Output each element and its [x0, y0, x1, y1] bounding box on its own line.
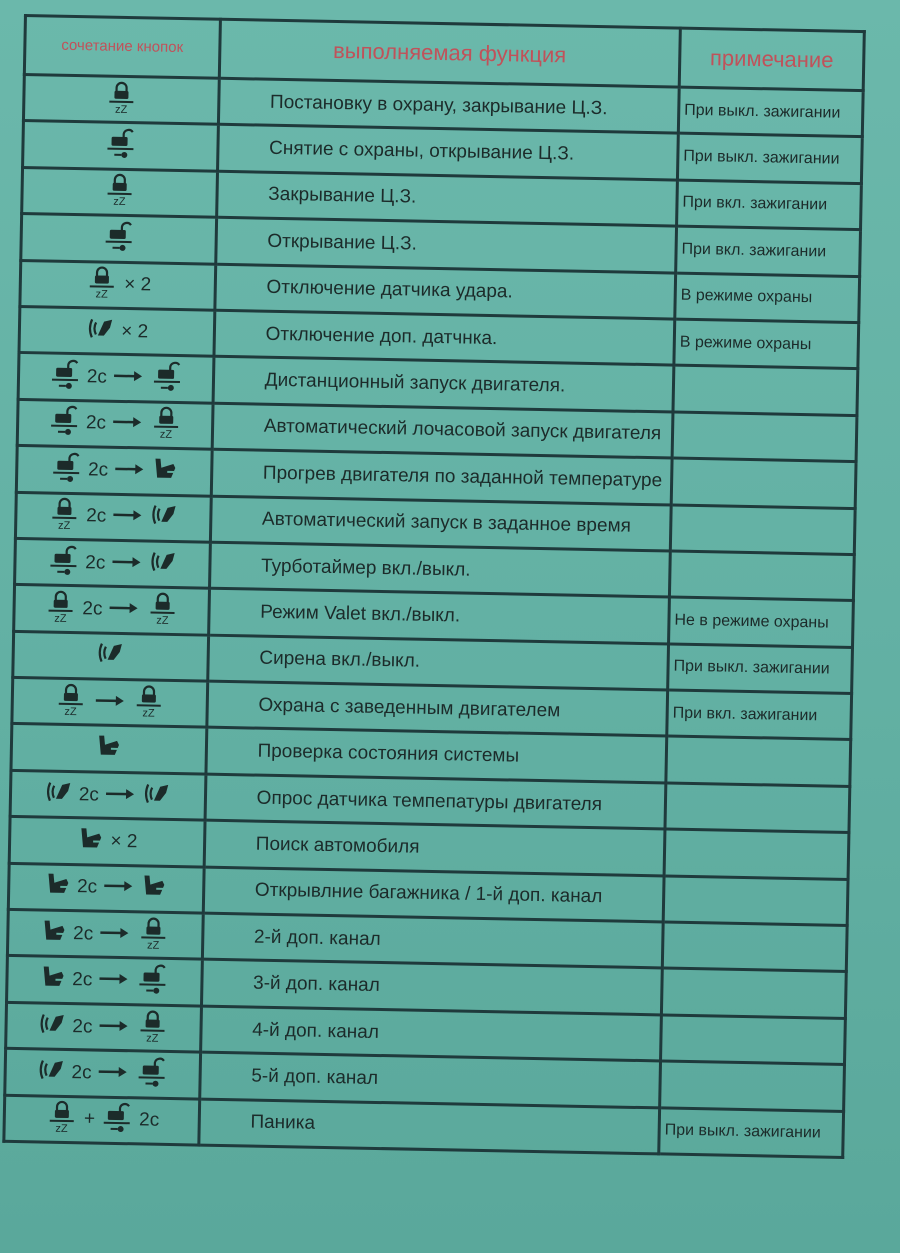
combo-text: 2c [87, 459, 109, 481]
function-cell: Снятие с охраны, открывание Ц.З. [217, 125, 678, 180]
function-cell: 5-й доп. канал [199, 1052, 660, 1107]
note-cell [673, 365, 858, 415]
unlock-key-icon [150, 359, 185, 400]
svg-text:zZ: zZ [64, 705, 77, 717]
function-cell: Проверка состояния системы [206, 728, 667, 783]
combo-cell [15, 492, 211, 542]
combo-text: 2c [85, 505, 107, 527]
arrow-icon [111, 413, 143, 436]
note-cell [662, 922, 847, 972]
car-icon [39, 964, 68, 997]
arrow-icon [98, 923, 130, 946]
note-cell [671, 458, 856, 508]
svg-text:zZ: zZ [55, 1123, 69, 1134]
unlock-key-icon [47, 357, 82, 398]
combo-cell [19, 306, 215, 356]
svg-text:zZ: zZ [146, 1032, 159, 1043]
lock-zz-icon [131, 683, 166, 724]
combo-text: × 2 [110, 830, 138, 853]
car-icon [77, 825, 106, 858]
arrow-icon [102, 877, 134, 900]
lock-zz-icon [53, 681, 88, 722]
combo-text: 2c [78, 783, 100, 806]
combo-cell [11, 724, 207, 774]
arrow-icon [97, 970, 129, 993]
note-cell [661, 968, 846, 1018]
note-cell: В режиме охраны [675, 273, 860, 323]
function-cell: Поиск автомобиля [204, 820, 665, 875]
car-icon [44, 871, 73, 904]
combo-text: 2c [138, 1109, 160, 1132]
arrow-icon [96, 1062, 128, 1085]
combo-text: 2c [85, 551, 106, 574]
horn-icon [44, 778, 75, 811]
combo-cell [7, 956, 203, 1006]
function-cell: Закрывание Ц.З. [216, 171, 677, 226]
function-cell: Автоматический запуск в заданное время [210, 496, 671, 551]
lock-zz-icon [47, 496, 82, 537]
unlock-key-icon [100, 1100, 135, 1141]
note-cell [666, 736, 851, 786]
note-cell [660, 1015, 845, 1065]
arrow-icon [104, 784, 136, 807]
combo-text: 2c [72, 969, 93, 991]
horn-icon [36, 1056, 67, 1089]
horn-icon [149, 502, 180, 535]
note-cell: При вкл. зажигании [676, 226, 861, 276]
combo-text: 2c [72, 1015, 93, 1037]
combo-cell [16, 446, 212, 496]
function-cell: 3-й доп. канал [201, 960, 662, 1015]
svg-text:zZ: zZ [142, 707, 155, 718]
combo-cell [8, 863, 204, 913]
lock-zz-icon [85, 264, 120, 305]
arrow-icon [111, 506, 143, 529]
lock-zz-icon [149, 405, 184, 446]
unlock-key-icon [103, 126, 138, 167]
arrow-icon [97, 1016, 129, 1039]
lock-zz-icon [102, 172, 137, 213]
combo-cell [21, 214, 217, 264]
combo-cell [17, 399, 213, 449]
horn-icon [142, 780, 173, 813]
note-cell: При выкл. зажигании [678, 87, 863, 137]
note-cell: При выкл. зажигании [668, 644, 853, 694]
function-cell: Режим Valet вкл./выкл. [208, 588, 669, 643]
combo-cell [20, 260, 216, 310]
arrow-icon [107, 599, 139, 622]
unlock-key-icon [134, 1054, 169, 1095]
note-cell [670, 505, 855, 555]
combo-cell [23, 75, 219, 125]
function-cell: Опрос датчика темпепатуры двигателя [205, 774, 666, 829]
note-cell: При вкл. зажигании [667, 690, 852, 740]
svg-text:zZ: zZ [156, 614, 169, 626]
combo-cell [22, 167, 218, 217]
combo-cell [4, 1095, 200, 1145]
svg-text:zZ: zZ [95, 288, 109, 300]
note-cell: При вкл. зажигании [677, 180, 862, 230]
note-cell: При выкл. зажигании [659, 1107, 844, 1157]
svg-text:zZ: zZ [146, 939, 160, 950]
combo-text: 2c [82, 598, 103, 620]
svg-text:zZ: zZ [53, 612, 67, 624]
note-cell [669, 551, 854, 601]
lock-zz-icon [145, 590, 180, 631]
svg-text:zZ: zZ [57, 519, 71, 531]
function-cell: Автоматический лочасовой запуск двигателя [212, 403, 673, 458]
unlock-key-icon [49, 449, 84, 490]
combo-cell [6, 1002, 202, 1052]
header-function: выполняемая функция [219, 19, 680, 87]
unlock-key-icon [135, 961, 170, 1002]
note-cell [660, 1061, 845, 1111]
combo-cell [5, 1049, 201, 1099]
function-cell: Прогрев двигателя по заданной температуре [211, 449, 672, 504]
combo-text: + [83, 1108, 96, 1130]
unlock-key-icon [47, 403, 82, 444]
combo-cell [14, 585, 210, 635]
unlock-key-icon [101, 218, 136, 259]
combo-text: 2c [85, 412, 107, 435]
function-cell: Охрана с заведенным двигателем [207, 681, 668, 736]
combo-text: 2c [76, 876, 98, 898]
car-icon [151, 455, 180, 488]
lock-zz-icon [43, 588, 78, 629]
lock-zz-icon [135, 1008, 170, 1049]
combo-cell [13, 631, 209, 681]
arrow-icon [113, 460, 145, 483]
arrow-icon [110, 552, 142, 575]
combo-cell [10, 770, 206, 820]
lock-zz-icon [104, 79, 139, 120]
combo-cell [18, 353, 214, 403]
note-cell [663, 876, 848, 926]
unlock-key-icon [46, 542, 81, 583]
function-cell: Открывлние багажника / 1-й доп. канал [203, 867, 664, 922]
arrow-icon [93, 691, 125, 714]
note-cell [672, 412, 857, 462]
car-icon [94, 733, 123, 766]
horn-icon [148, 548, 179, 581]
svg-text:zZ: zZ [159, 429, 173, 440]
function-cell: Отключение доп. датчнка. [214, 310, 675, 365]
function-cell: Паника [198, 1099, 659, 1154]
arrow-icon [112, 367, 144, 390]
note-cell [665, 783, 850, 833]
svg-text:zZ: zZ [112, 196, 126, 207]
combo-cell [7, 909, 203, 959]
button-combination-table [2, 14, 866, 1159]
function-cell: Постановку в охрану, закрывание Ц.З. [218, 78, 679, 133]
combo-text: × 2 [121, 320, 149, 343]
function-cell: 2-й доп. канал [202, 913, 663, 968]
combo-cell [23, 121, 219, 171]
lock-zz-icon [136, 915, 171, 956]
function-cell: Дистанционный запуск двигателя. [213, 357, 674, 412]
car-icon [140, 873, 169, 906]
note-cell: При выкл. зажигании [677, 133, 862, 183]
horn-icon [86, 315, 117, 348]
horn-icon [95, 640, 126, 673]
combo-cell [12, 677, 208, 727]
combo-cell [9, 817, 205, 867]
svg-text:zZ: zZ [114, 103, 128, 114]
horn-icon [37, 1010, 68, 1043]
header-combo: сочетание кнопок [24, 16, 220, 79]
function-cell: Отключение датчика удара. [215, 264, 676, 319]
combo-cell [15, 538, 211, 588]
combo-text: 2c [71, 1061, 92, 1084]
function-cell: 4-й доп. канал [200, 1006, 661, 1061]
combo-text: 2c [72, 922, 94, 945]
header-note: примечание [679, 28, 864, 91]
function-cell: Турботаймер вкл./выкл. [209, 542, 670, 597]
note-cell: В режиме охраны [674, 319, 859, 369]
note-cell [664, 829, 849, 879]
combo-text: × 2 [123, 274, 152, 296]
combo-text: 2c [86, 366, 108, 388]
function-cell: Сирена вкл./выкл. [207, 635, 668, 690]
lock-zz-icon [45, 1099, 80, 1140]
note-cell: Не в режиме охраны [668, 597, 853, 647]
car-icon [40, 917, 69, 950]
function-cell: Открывание Ц.З. [215, 217, 676, 272]
table-body [4, 75, 863, 1158]
